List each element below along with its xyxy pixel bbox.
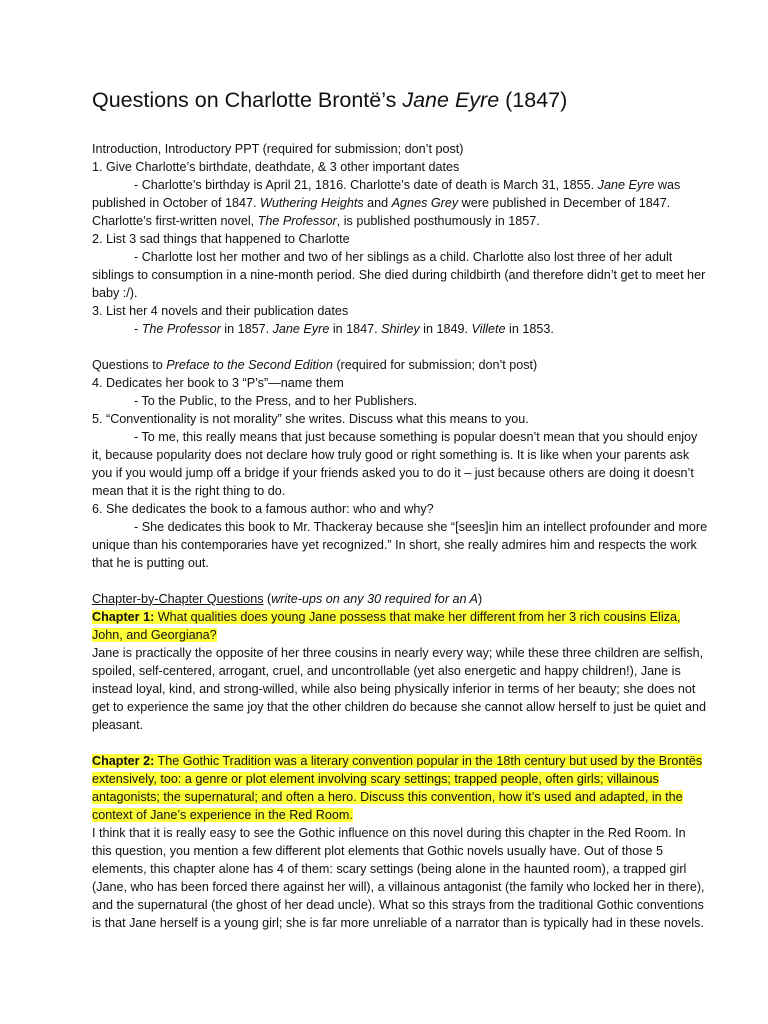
answer-1: - Charlotte’s birthday is April 21, 1816. Charlotte’s date of death is March 31, 1855. Jane Eyre was published in October of 1847. Wuthering Heights and Agnes Grey were published in December of 1847. Charlotte’s first-written novel, The Professor, is published posthumously in 1857. bbox=[92, 177, 681, 228]
question-5: 5. “Conventionality is not morality” she writes. Discuss what this means to you. bbox=[92, 411, 529, 426]
section-heading-intro: Introduction, Introductory PPT (required for submission; don’t post) bbox=[92, 141, 464, 156]
answer-5: - To me, this really means that just because something is popular doesn’t mean that you should enjoy it, because popularity does not declare how truly good or right something is. It is like when your parents ask you if you would jump off a bridge if your friends asked you to do it – just because others are doing it doesn’t mean that it is the right thing to do. bbox=[92, 429, 698, 498]
answer-6: - She dedicates this book to Mr. Thackeray because she “[sees]in him an intellect profounder and more unique than his contemporaries have yet recognized.” In short, she really admires him and respects the work that he is putting out. bbox=[92, 519, 708, 570]
page-title: Questions on Charlotte Brontë’s Jane Eyre (1847) bbox=[92, 88, 568, 112]
spacer bbox=[92, 734, 708, 752]
spacer bbox=[92, 572, 708, 590]
question-1: 1. Give Charlotte’s birthdate, deathdate, & 3 other important dates bbox=[92, 159, 460, 174]
section-heading-chapters: Chapter-by-Chapter Questions (write-ups on any 30 required for an A) bbox=[92, 591, 483, 606]
chapter-1-question: Chapter 1: What qualities does young Jane possess that make her different from her 3 rich cousins Eliza, John, and Georgiana? bbox=[92, 609, 681, 642]
chapter-1-answer: Jane is practically the opposite of her three cousins in nearly every way; while these three children are selfish, spoiled, self-centered, arrogant, cruel, and uncontrollable (yet also energetic and happy children!), Jane is instead loyal, kind, and strong-willed, while also being physically inferior in terms of her beauty; she does not get to experience the same joy that the other children do because she cannot allow herself to just be quiet and pleasant. bbox=[92, 645, 706, 732]
section-heading-preface: Questions to Preface to the Second Edition (required for submission; don’t post) bbox=[92, 357, 538, 372]
question-6: 6. She dedicates the book to a famous author: who and why? bbox=[92, 501, 434, 516]
document-body bbox=[92, 140, 708, 932]
question-4: 4. Dedicates her book to 3 “P’s”—name them bbox=[92, 375, 344, 390]
chapter-2-answer: I think that it is really easy to see the Gothic influence on this novel during this chapter in the Red Room. In this question, you mention a few different plot elements that Gothic novels usually have. Out of those 5 elements, this chapter alone has 4 of them: scary settings (being alone in the haunted room), a trapped girl (Jane, who has been forced there against her will), a villainous antagonist (the family who locked her in there), and the supernatural (the ghost of her dead uncle). What so this strays from the traditional Gothic conventions is that Jane herself is a young girl; she is far more unreliable of a narrator than is typically had in these novels. bbox=[92, 825, 705, 930]
question-3: 3. List her 4 novels and their publication dates bbox=[92, 303, 349, 318]
answer-3: - The Professor in 1857. Jane Eyre in 1847. Shirley in 1849. Villete in 1853. bbox=[134, 321, 554, 336]
question-2: 2. List 3 sad things that happened to Charlotte bbox=[92, 231, 350, 246]
answer-4: - To the Public, to the Press, and to her Publishers. bbox=[134, 393, 418, 408]
chapter-2-question: Chapter 2: The Gothic Tradition was a literary convention popular in the 18th century but used by the Brontës extensively, too: a genre or plot element involving scary settings; trapped people, often girls; villainous antagonists; the supernatural; and often a hero. Discuss this convention, how it’s used and adapted, in the context of Jane’s experience in the Red Room. bbox=[92, 753, 703, 822]
spacer bbox=[92, 338, 708, 356]
answer-2: - Charlotte lost her mother and two of her siblings as a child. Charlotte also lost three of her adult siblings to consumption in a nine-month period. She died during childbirth (and therefore didn’t get to meet her baby :/). bbox=[92, 249, 706, 300]
